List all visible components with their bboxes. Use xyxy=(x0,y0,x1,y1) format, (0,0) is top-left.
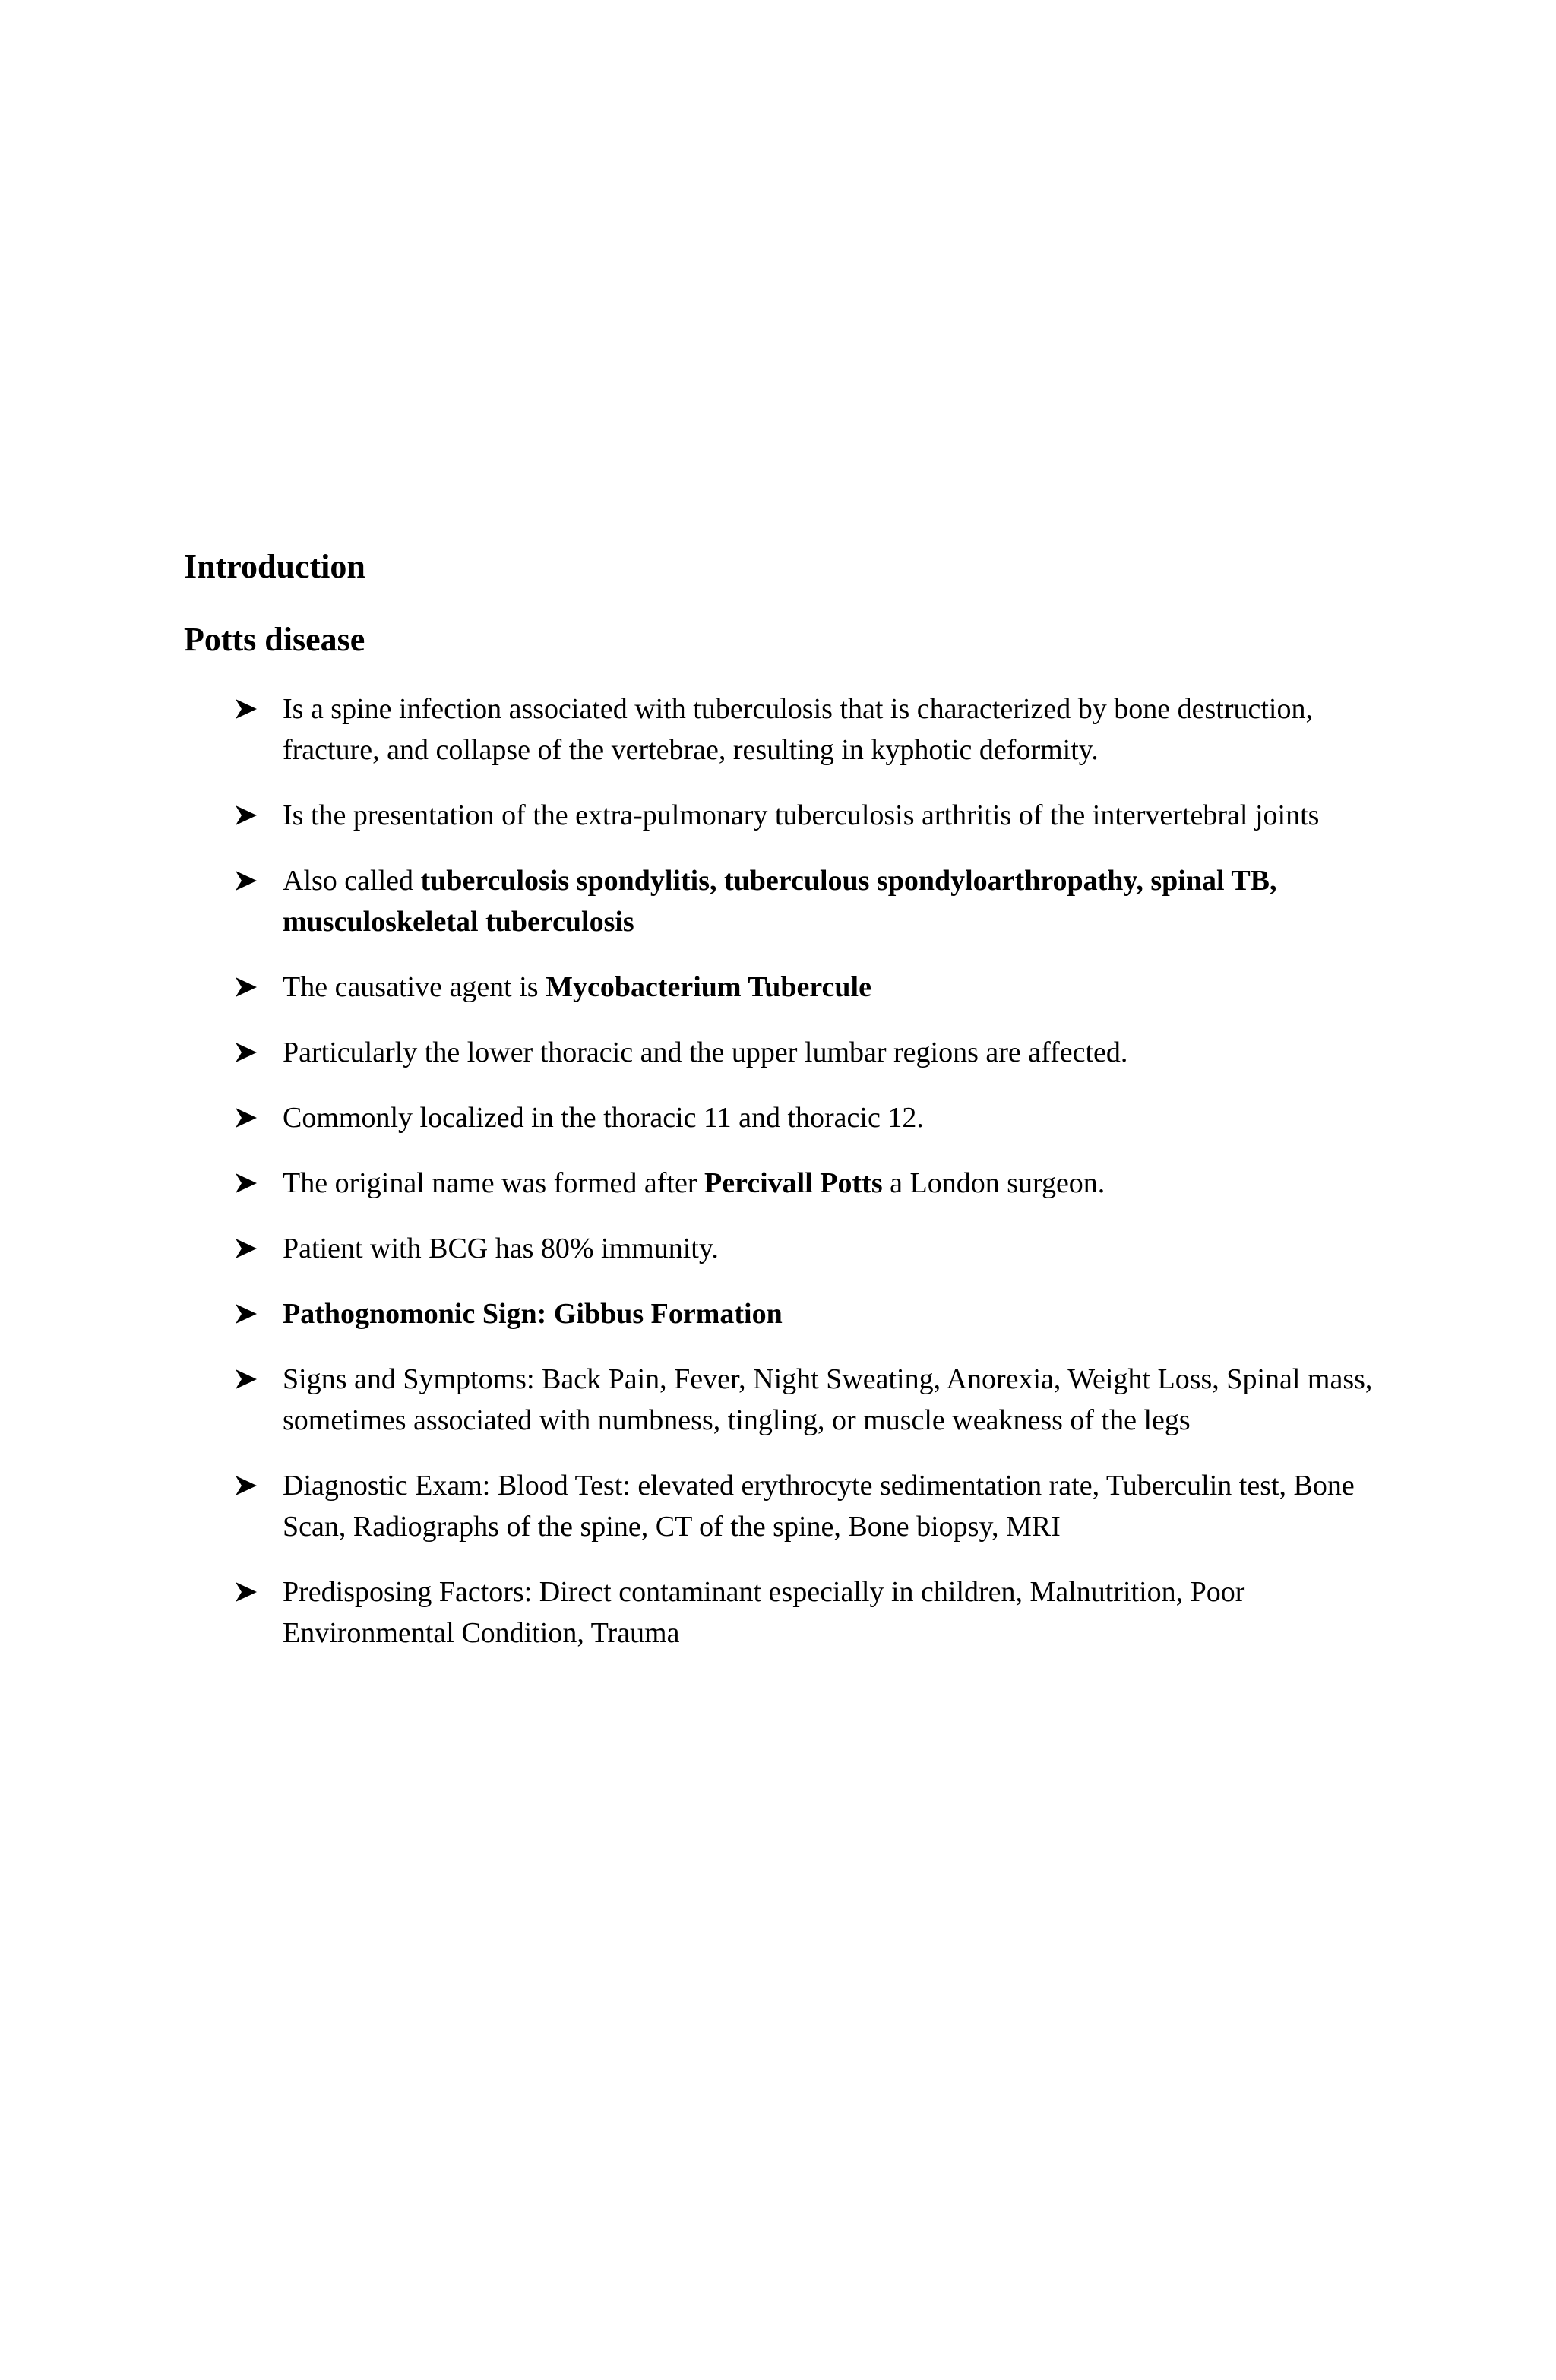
list-item xyxy=(184,795,1399,836)
list-item xyxy=(184,1571,1399,1654)
arrowhead-bullet-icon xyxy=(236,1304,257,1324)
arrowhead-bullet-icon xyxy=(236,699,257,719)
arrowhead-bullet-icon xyxy=(236,805,257,825)
list-item-bold-text: Mycobacterium Tubercule xyxy=(546,971,871,1003)
list-item xyxy=(184,860,1399,942)
list-item-bold-text: Percivall Potts xyxy=(704,1167,883,1199)
arrowhead-bullet-icon xyxy=(236,1239,257,1258)
list-item-bold-text: Pathognomonic Sign: Gibbus Formation xyxy=(283,1298,783,1330)
list-item-text: Particularly the lower thoracic and the upper lumbar regions are affected. xyxy=(283,1037,1128,1068)
list-item-text: Patient with BCG has 80% immunity. xyxy=(283,1233,719,1264)
arrowhead-bullet-icon xyxy=(236,1108,257,1128)
arrowhead-bullet-icon xyxy=(236,977,257,997)
list-item xyxy=(184,1163,1399,1204)
arrowhead-bullet-icon xyxy=(236,871,257,891)
list-item-text-prefix: Also called xyxy=(283,865,421,897)
list-item-text: Is the presentation of the extra-pulmonary tuberculosis arthritis of the intervertebral joints xyxy=(283,799,1320,831)
list-item xyxy=(184,1228,1399,1269)
list-item-bold-text: tuberculosis spondylitis, tuberculous spondyloarthropathy, spinal TB, musculoskeletal tuberculosis xyxy=(283,865,1277,938)
list-item-text: Predisposing Factors: Direct contaminant especially in children, Malnutrition, Poor Environmental Condition, Trauma xyxy=(283,1576,1245,1649)
list-item xyxy=(184,1465,1399,1547)
arrowhead-bullet-icon xyxy=(236,1173,257,1193)
list-item-text: Commonly localized in the thoracic 11 and thoracic 12. xyxy=(283,1102,924,1134)
list-item xyxy=(184,1097,1399,1138)
list-item-text: Diagnostic Exam: Blood Test: elevated erythrocyte sedimentation rate, Tuberculin test, Bone Scan, Radiographs of the spine, CT of the spine, Bone biopsy, MRI xyxy=(283,1470,1355,1543)
arrowhead-bullet-icon xyxy=(236,1476,257,1495)
list-item xyxy=(184,688,1399,771)
arrowhead-bullet-icon xyxy=(236,1369,257,1389)
list-item xyxy=(184,1293,1399,1334)
list-item xyxy=(184,1032,1399,1073)
list-item-text-prefix: The causative agent is xyxy=(283,971,546,1003)
list-item-text: Signs and Symptoms: Back Pain, Fever, Night Sweating, Anorexia, Weight Loss, Spinal mass, sometimes associated with numbness, tingling, or muscle weakness of the legs xyxy=(283,1363,1373,1436)
arrowhead-bullet-icon xyxy=(236,1043,257,1062)
list-item xyxy=(184,1359,1399,1441)
bullet-list xyxy=(184,688,1399,1678)
subsection-heading-potts-disease: Potts disease xyxy=(184,621,365,658)
arrowhead-bullet-icon xyxy=(236,1582,257,1602)
section-heading-introduction: Introduction xyxy=(184,548,365,585)
list-item-text-suffix: a London surgeon. xyxy=(882,1167,1105,1199)
list-item xyxy=(184,967,1399,1008)
list-item-text-prefix: The original name was formed after xyxy=(283,1167,704,1199)
list-item-text: Is a spine infection associated with tuberculosis that is characterized by bone destruction, fracture, and collapse of the vertebrae, resulting in kyphotic deformity. xyxy=(283,693,1313,766)
